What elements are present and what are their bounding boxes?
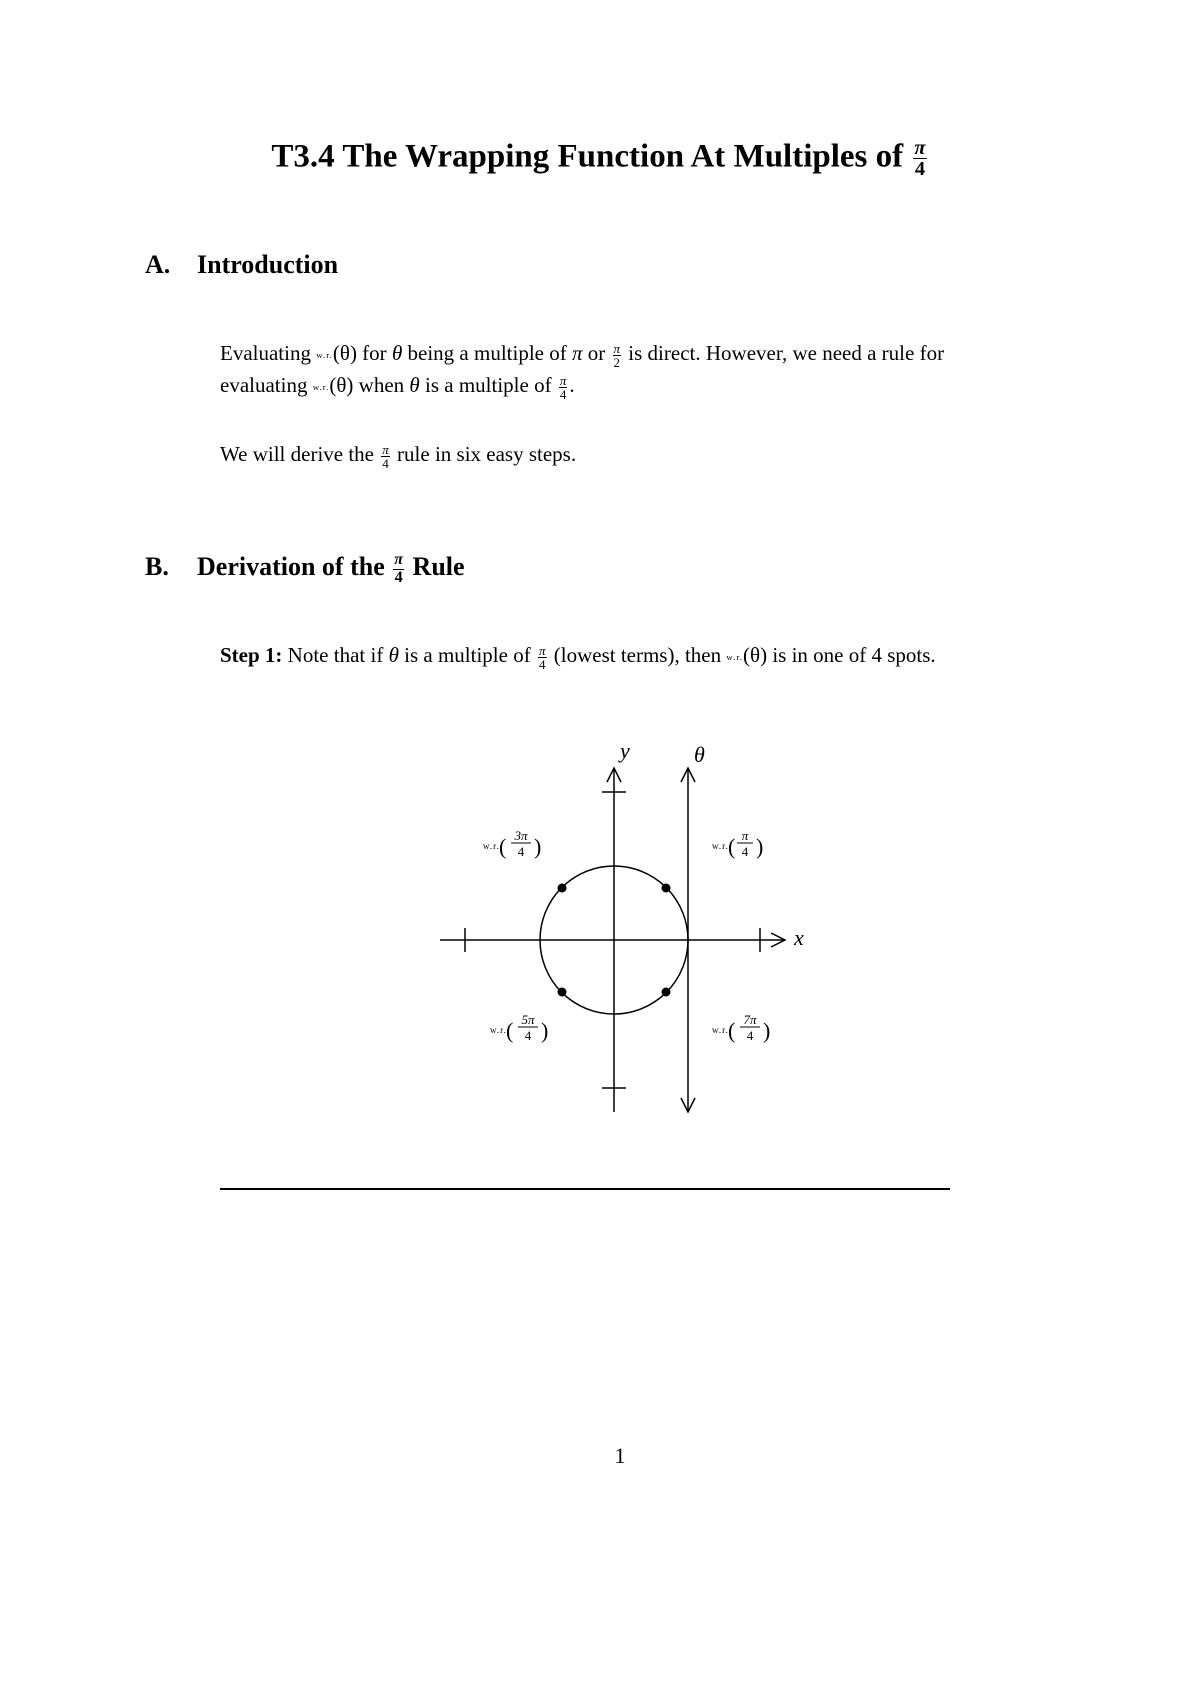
wrap-symbol: w.r. xyxy=(316,350,333,361)
text: rule in six easy steps. xyxy=(397,442,577,466)
step-1-label: Step 1: xyxy=(220,643,283,667)
text: being a multiple of xyxy=(407,341,567,365)
title-text: T3.4 The Wrapping Function At Multiples of xyxy=(271,138,904,175)
wrap-symbol: w.r. xyxy=(490,1025,507,1035)
x-axis-label: x xyxy=(794,925,804,951)
frac-den: 4 xyxy=(394,568,403,586)
wrap-symbol: w.r. xyxy=(312,382,330,393)
frac-num: 5π xyxy=(521,1012,535,1027)
open-paren: ( xyxy=(728,1018,736,1043)
frac-den: 4 xyxy=(741,844,749,859)
frac-den: 4 xyxy=(382,455,389,471)
frac-num: π xyxy=(741,828,749,843)
text: or xyxy=(587,341,606,365)
y-axis-label: y xyxy=(620,738,630,763)
close-paren: ) xyxy=(534,834,542,859)
open-paren: ( xyxy=(499,834,507,859)
section-a-title: Introduction xyxy=(197,250,339,279)
text: is a multiple of xyxy=(404,643,531,667)
horizontal-rule xyxy=(220,1188,950,1190)
frac-num: π xyxy=(538,642,546,658)
frac-den: 4 xyxy=(746,1028,754,1043)
frac-num: 7π xyxy=(743,1012,757,1027)
frac-num: 3π xyxy=(514,828,528,843)
text: (lowest terms), then xyxy=(553,643,722,667)
title-frac-den: 4 xyxy=(914,158,926,181)
frac-num: π xyxy=(382,441,389,457)
label-pi-over-4 xyxy=(712,828,763,859)
wrap-symbol: w.r. xyxy=(712,841,729,851)
frac-num: π xyxy=(613,340,621,356)
frac-num: π xyxy=(559,372,567,388)
open-paren: ( xyxy=(728,834,736,859)
wrap-symbol: w.r. xyxy=(726,652,744,663)
frac-num: π xyxy=(394,551,404,569)
frac-den: 2 xyxy=(613,354,621,370)
point-pi-over-4 xyxy=(662,884,671,893)
text: . xyxy=(569,373,575,397)
close-paren: ) xyxy=(541,1018,549,1043)
frac-den: 4 xyxy=(524,1028,532,1043)
section-b-title-post: Rule xyxy=(412,552,465,581)
text: is a multiple of xyxy=(425,373,552,397)
wrap-symbol: w.r. xyxy=(483,841,500,851)
point-7pi-over-4 xyxy=(662,988,671,997)
point-3pi-over-4 xyxy=(558,884,567,893)
close-paren: ) xyxy=(763,1018,771,1043)
theta-axis-label: θ xyxy=(694,742,705,767)
text: (θ) when xyxy=(329,373,405,397)
text: We will derive the xyxy=(220,442,375,466)
section-b-number: B. xyxy=(145,552,169,581)
label-3pi-over-4 xyxy=(483,828,541,859)
pi-symbol: π xyxy=(571,341,583,365)
text: (θ) is in one of 4 spots. xyxy=(743,643,936,667)
text: Evaluating xyxy=(220,341,311,365)
label-5pi-over-4 xyxy=(490,1012,548,1043)
title-frac-num: π xyxy=(914,137,926,159)
open-paren: ( xyxy=(506,1018,514,1043)
frac-den: 4 xyxy=(538,656,546,672)
label-7pi-over-4 xyxy=(712,1012,770,1043)
text: is direct. However, we need a rule for xyxy=(628,341,945,365)
page-number: 1 xyxy=(614,1443,626,1468)
text: (θ) for xyxy=(332,341,387,365)
text: Note that if xyxy=(287,643,384,667)
text: evaluating xyxy=(220,373,308,397)
section-a-number: A. xyxy=(145,250,171,279)
frac-den: 4 xyxy=(559,386,567,402)
theta-symbol: θ xyxy=(391,341,403,365)
theta-symbol: θ xyxy=(409,373,420,397)
wrap-symbol: w.r. xyxy=(712,1025,729,1035)
close-paren: ) xyxy=(756,834,764,859)
point-5pi-over-4 xyxy=(558,988,567,997)
section-b-title-pre: Derivation of the xyxy=(197,552,385,581)
frac-den: 4 xyxy=(517,844,525,859)
theta-symbol: θ xyxy=(388,643,399,667)
